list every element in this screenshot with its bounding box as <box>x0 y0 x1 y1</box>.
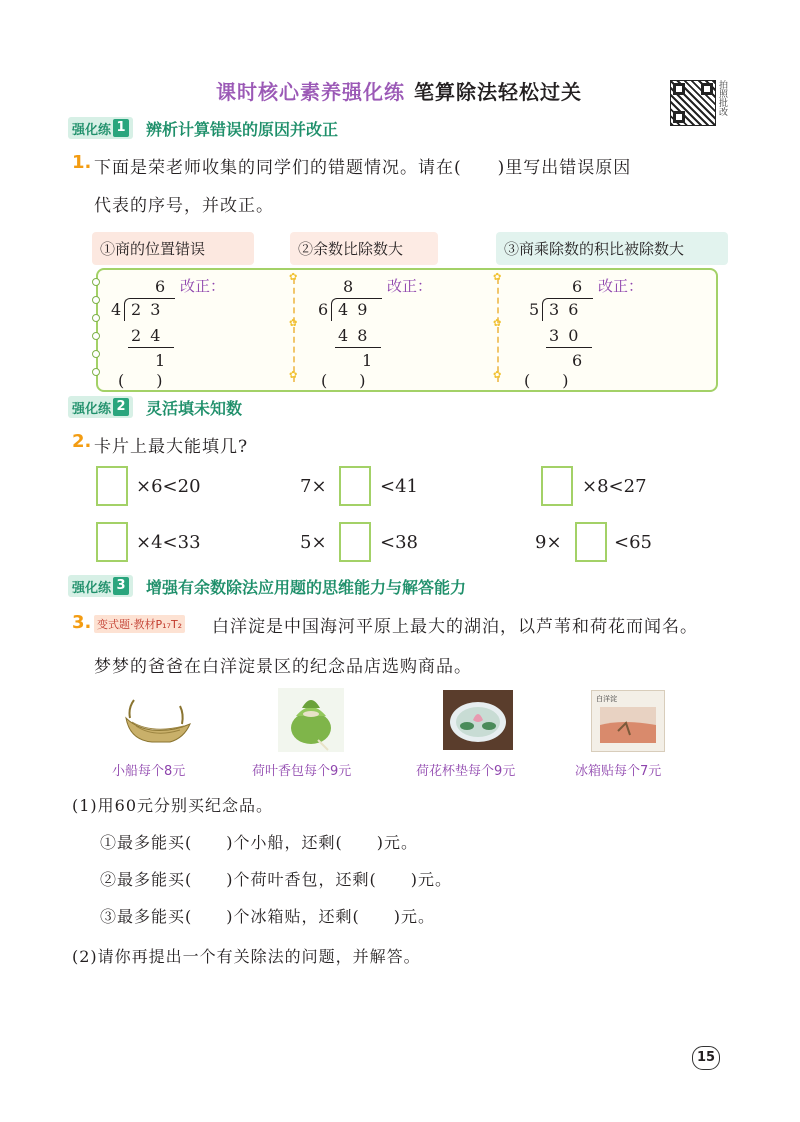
section-title-3: 增强有余数除法应用题的思维能力与解答能力 <box>146 578 467 597</box>
page-subtitle: 笔算除法轻松过关 <box>414 80 582 104</box>
product-caption-3: 荷花杯垫每个9元 <box>416 764 516 779</box>
variant-badge: 变式题·教材P₁₇T₂ <box>94 615 185 633</box>
division-1-product: 2 4 <box>131 326 163 345</box>
boat-image <box>122 688 192 750</box>
reason-2: ②余数比除数大 <box>290 232 438 265</box>
reason-3: ③商乘除数的积比被除数大 <box>496 232 728 265</box>
division-2-dividend: 4 9 <box>338 300 370 319</box>
answer-blank-3[interactable]: ( ) <box>524 371 569 390</box>
inequality-4: ×4<33 <box>136 532 201 553</box>
section-title-1: 辨析计算错误的原因并改正 <box>146 120 339 139</box>
question-2-text: 卡片上最大能填几? <box>94 437 249 457</box>
tag-number: 3 <box>113 577 129 595</box>
product-caption-2: 荷叶香包每个9元 <box>252 764 352 779</box>
division-3-dividend: 3 6 <box>549 300 581 319</box>
correction-label-2: 改正： <box>387 277 433 295</box>
correction-label-1: 改正： <box>180 277 226 295</box>
star-icon: ✿ <box>289 370 298 381</box>
section-title-2: 灵活填未知数 <box>146 399 243 418</box>
division-1-quotient: 6 <box>155 277 166 296</box>
question-3-line2: 梦梦的爸爸在白洋淀景区的纪念品店选购商品。 <box>94 657 472 677</box>
spiral-ring <box>92 278 100 286</box>
answer-card[interactable] <box>541 466 573 506</box>
division-line <box>335 347 381 348</box>
reason-1: ①商的位置错误 <box>92 232 254 265</box>
division-1-divisor: 4 <box>111 300 122 319</box>
question-number-2: 2. <box>72 431 92 452</box>
coaster-image <box>443 690 513 750</box>
inequality-1: ×6<20 <box>136 476 201 497</box>
tag-label: 强化练 <box>72 122 112 138</box>
inequality-5: <38 <box>380 532 418 553</box>
star-icon: ✿ <box>493 370 502 381</box>
magnet-image <box>591 690 665 752</box>
division-line <box>128 347 174 348</box>
question-number-1: 1. <box>72 152 92 173</box>
star-icon: ✿ <box>493 272 502 283</box>
division-2-product: 4 8 <box>338 326 370 345</box>
product-caption-1: 小船每个8元 <box>112 764 186 779</box>
spiral-ring <box>92 296 100 304</box>
answer-card[interactable] <box>575 522 607 562</box>
inequality-2: <41 <box>380 476 418 497</box>
part-1-sub3: ③最多能买( )个冰箱贴，还剩( )元。 <box>100 907 435 926</box>
section-tag-1 <box>68 117 133 139</box>
tag-label: 强化练 <box>72 401 112 417</box>
division-line <box>546 347 592 348</box>
tag-label: 强化练 <box>72 580 112 596</box>
answer-card[interactable] <box>96 522 128 562</box>
answer-card[interactable] <box>339 466 371 506</box>
section-tag-2 <box>68 396 133 418</box>
spiral-ring <box>92 368 100 376</box>
qr-code[interactable] <box>670 80 716 126</box>
inequality-6: <65 <box>614 532 652 553</box>
section-tag-3 <box>68 575 133 597</box>
answer-blank-1[interactable]: ( ) <box>118 371 163 390</box>
qr-label: 拍照批改 <box>717 80 727 116</box>
spiral-ring <box>92 350 100 358</box>
question-1-line2: 代表的序号，并改正。 <box>94 196 274 216</box>
question-3-line1: 白洋淀是中国海河平原上最大的湖泊，以芦苇和荷花而闻名。 <box>212 617 698 637</box>
part-2: (2)请你再提出一个有关除法的问题，并解答。 <box>72 947 421 966</box>
answer-card[interactable] <box>339 522 371 562</box>
division-2-divisor: 6 <box>318 300 329 319</box>
inequality-2-prefix: 7× <box>300 476 327 497</box>
division-1-dividend: 2 3 <box>131 300 163 319</box>
division-2-remainder: 1 <box>362 351 373 370</box>
spiral-ring <box>92 332 100 340</box>
part-1-sub2: ②最多能买( )个荷叶香包，还剩( )元。 <box>100 870 452 889</box>
column-divider <box>497 278 499 382</box>
star-icon: ✿ <box>289 318 298 329</box>
question-number-3: 3. <box>72 612 92 633</box>
star-icon: ✿ <box>493 318 502 329</box>
star-icon: ✿ <box>289 272 298 283</box>
tag-number: 2 <box>113 398 129 416</box>
division-2-quotient: 8 <box>343 277 354 296</box>
answer-blank-2[interactable]: ( ) <box>321 371 366 390</box>
division-3-quotient: 6 <box>572 277 583 296</box>
division-3-divisor: 5 <box>529 300 540 319</box>
division-3-remainder: 6 <box>572 351 583 370</box>
column-divider <box>293 278 295 382</box>
magnet-label: 白洋淀 <box>596 695 617 703</box>
inequality-5-prefix: 5× <box>300 532 327 553</box>
page-title: 课时核心素养强化练 <box>216 80 405 104</box>
page-number: 15 <box>692 1046 720 1070</box>
division-3-product: 3 0 <box>549 326 581 345</box>
part-1: (1)用60元分别买纪念品。 <box>72 796 274 815</box>
part-1-sub1: ①最多能买( )个小船，还剩( )元。 <box>100 833 418 852</box>
sachet-image <box>278 688 344 752</box>
tag-number: 1 <box>113 119 129 137</box>
inequality-6-prefix: 9× <box>535 532 562 553</box>
product-caption-4: 冰箱贴每个7元 <box>575 764 662 779</box>
correction-label-3: 改正： <box>598 277 644 295</box>
division-1-remainder: 1 <box>155 351 166 370</box>
spiral-ring <box>92 314 100 322</box>
inequality-3: ×8<27 <box>582 476 647 497</box>
question-1-line1: 下面是荣老师收集的同学们的错题情况。请在( )里写出错误原因 <box>94 158 632 178</box>
answer-card[interactable] <box>96 466 128 506</box>
